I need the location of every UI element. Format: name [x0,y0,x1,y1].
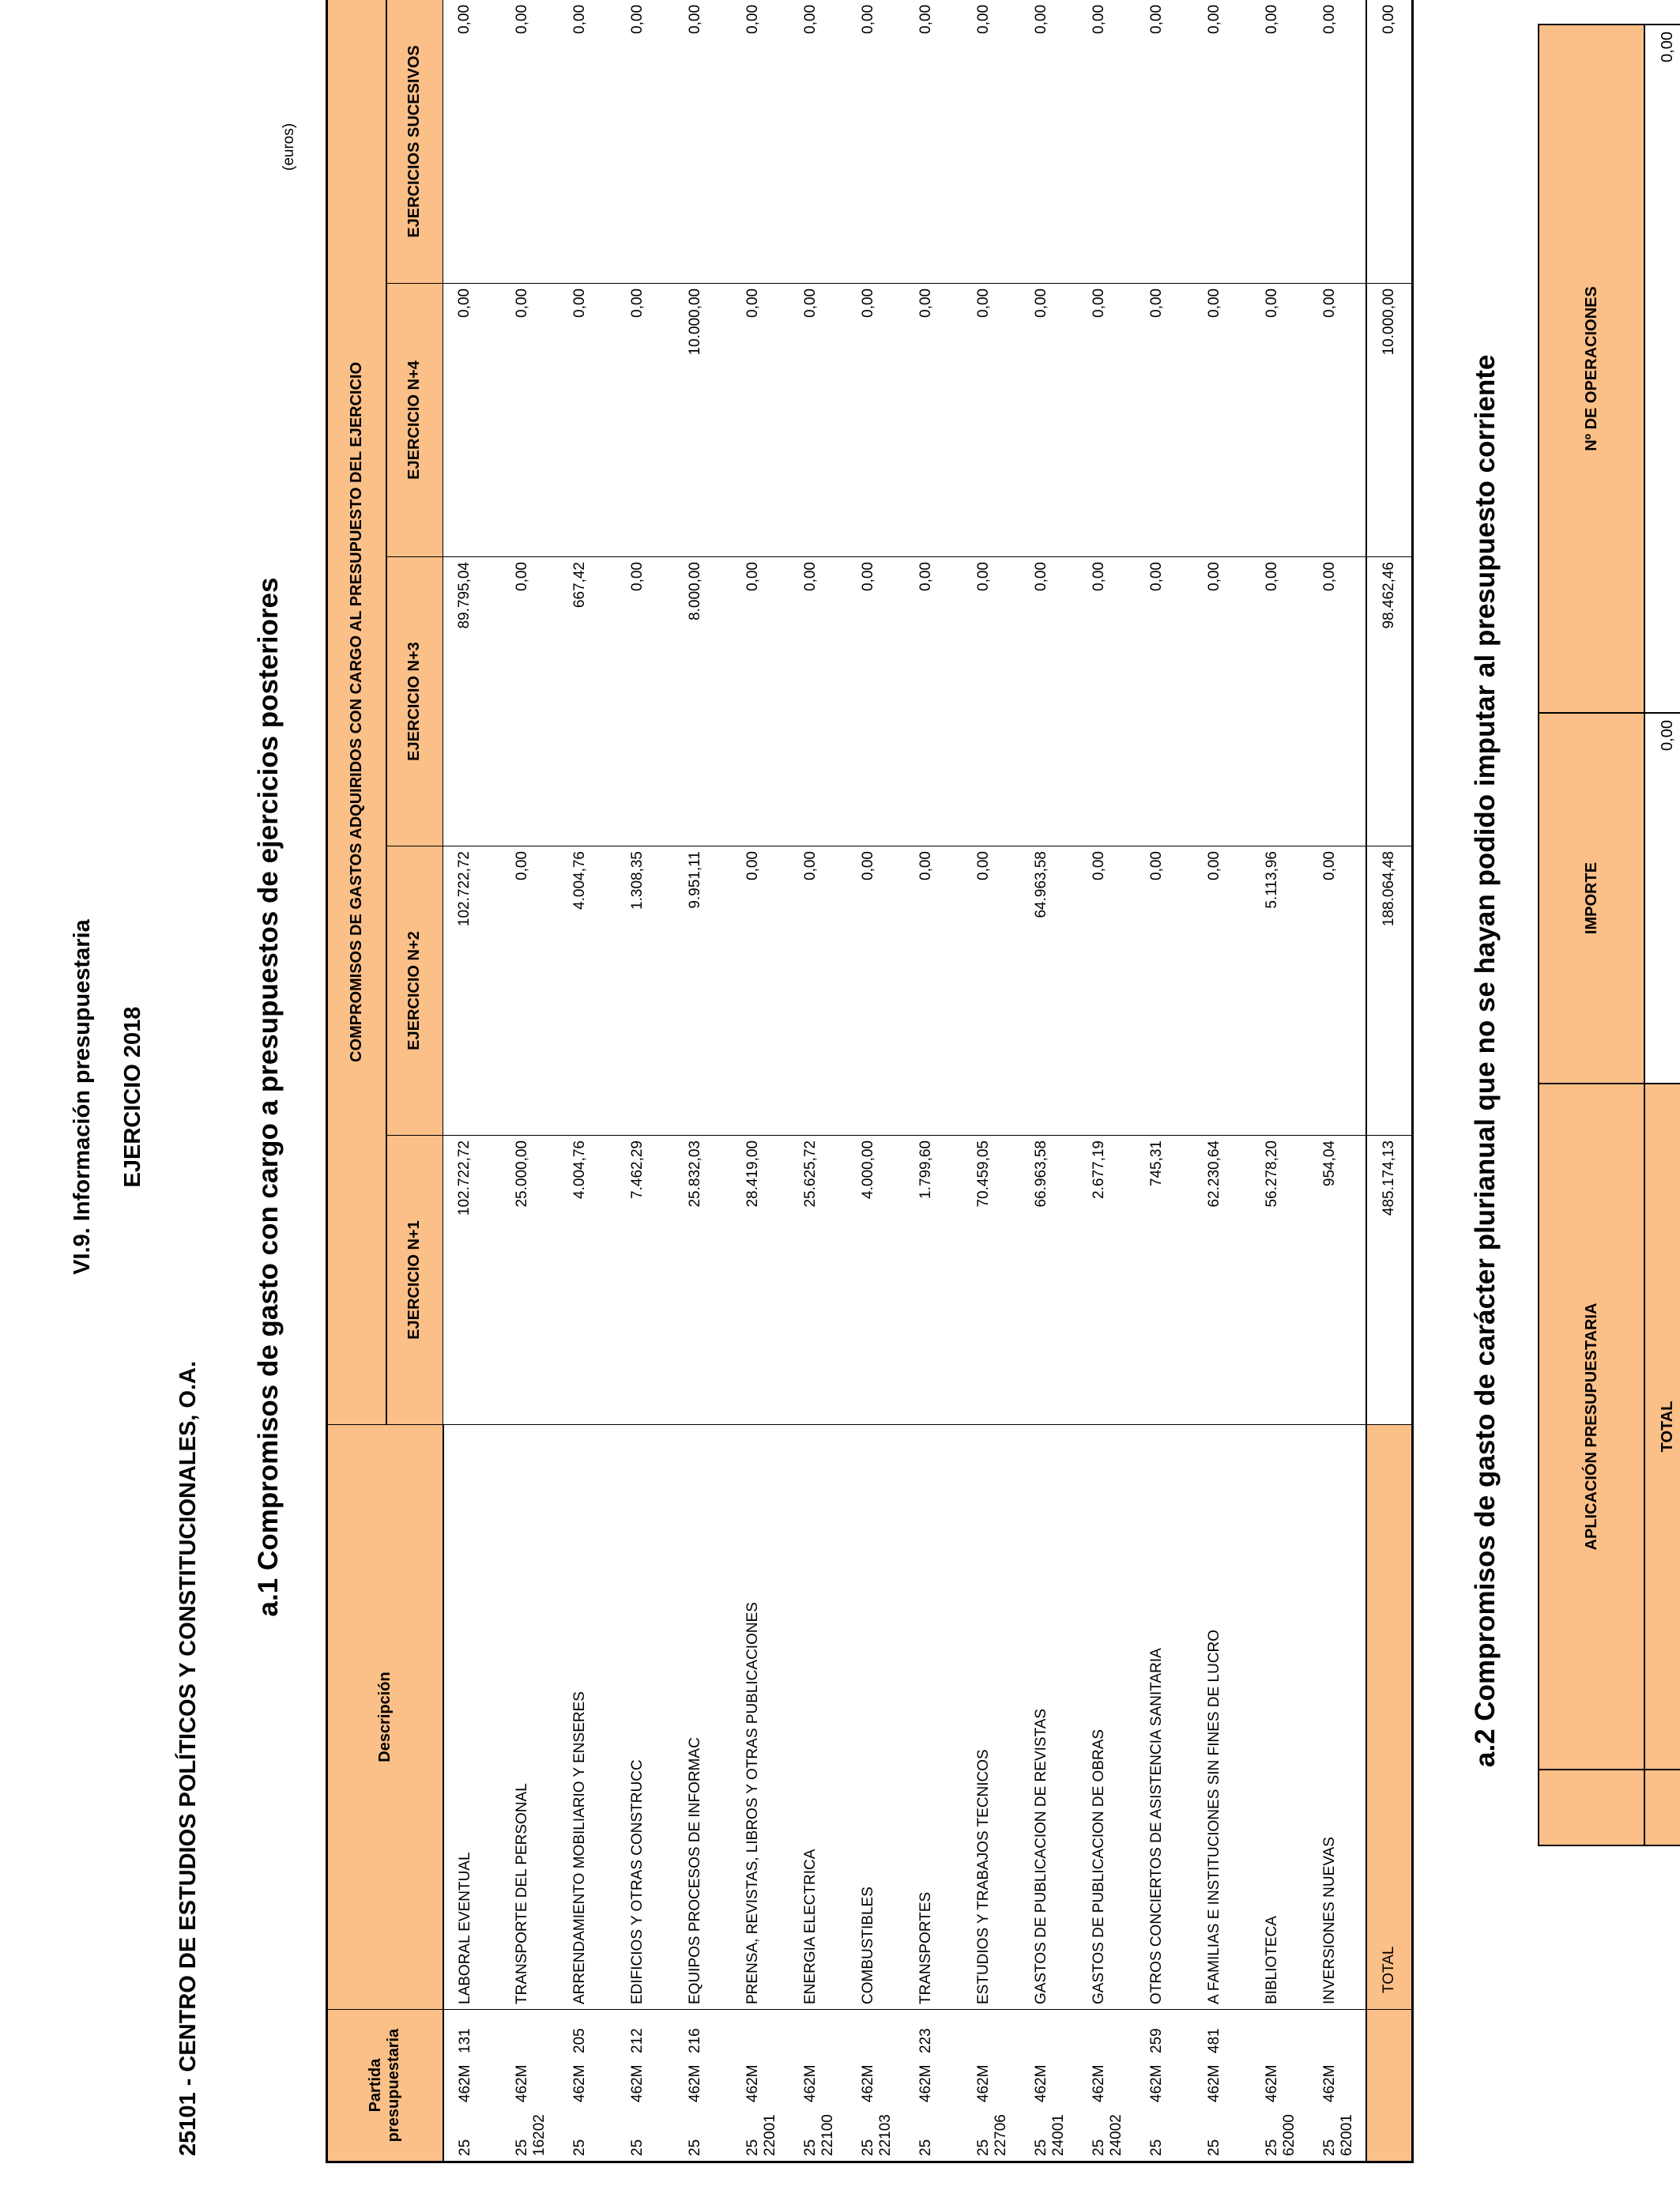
sucesivos-cell: 0,00 [1136,0,1193,284]
n3-cell: 0,00 [1309,557,1366,846]
report-year: EJERCICIO 2018 [120,1006,145,1188]
partida-cell [847,2010,905,2162]
programa: 462M [917,2064,934,2102]
subconcepto: 22100 [819,2114,836,2156]
descripcion-cell: COMBUSTIBLES [847,1425,905,2010]
table-row [1078,0,1136,2162]
col-sucesivos: EJERCICIOS SUCESIVOS [386,0,443,284]
programa: 462M [513,2064,530,2102]
programa: 462M [801,2064,819,2102]
total-n4: 10.000,00 [1366,284,1413,557]
subconcepto: 22706 [992,2114,1009,2156]
sucesivos-cell: 0,00 [559,0,616,284]
a2-total-operaciones: 0,00 [1644,25,1680,713]
programa: 462M [1090,2064,1107,2102]
table-row [847,0,905,2162]
subconcepto: 22001 [761,2114,778,2156]
organica: 25 [571,2139,588,2156]
organica: 25 [1090,2139,1107,2156]
sucesivos-cell: 0,00 [1020,0,1078,284]
sucesivos-cell: 0,00 [1078,0,1136,284]
table-row [1309,0,1366,2162]
n2-cell: 0,00 [1193,846,1251,1136]
n4-cell: 0,00 [1020,284,1078,557]
n3-cell: 0,00 [1020,557,1078,846]
n2-cell: 0,00 [1309,846,1366,1136]
partida-cell [1020,2010,1078,2162]
total-label: TOTAL [1366,1425,1413,2010]
descripcion-cell: ESTUDIOS Y TRABAJOS TECNICOS [962,1425,1020,2010]
organica: 25 [1032,2139,1049,2156]
n1-cell: 7.462,29 [616,1136,674,1425]
subconcepto: 22103 [876,2114,894,2156]
n2-cell: 102.722,72 [443,846,501,1136]
n1-cell: 66.963,58 [1020,1136,1078,1425]
sucesivos-cell: 0,00 [1193,0,1251,284]
n4-cell: 0,00 [443,284,501,557]
a2-blank-header [1539,1770,1644,1845]
sucesivos-cell: 0,00 [789,0,847,284]
total-n3: 98.462,46 [1366,557,1413,846]
n3-cell: 0,00 [962,557,1020,846]
n1-cell: 4.000,00 [847,1136,905,1425]
n2-cell: 0,00 [732,846,789,1136]
organica: 25 [513,2139,530,2156]
section-a1-title: a.1 Compromisos de gasto con cargo a presupuestos de ejercicios posteriores [253,577,284,1617]
table-row [732,0,789,2162]
n3-cell: 8.000,00 [674,557,732,846]
descripcion-cell: EQUIPOS PROCESOS DE INFORMAC [674,1425,732,2010]
n3-cell: 0,00 [1136,557,1193,846]
n4-cell: 10.000,00 [674,284,732,557]
units-label: (euros) [281,123,297,171]
descripcion-cell: ENERGIA ELECTRICA [789,1425,847,2010]
partida-cell [962,2010,1020,2162]
a2-total-label: TOTAL [1644,1084,1680,1770]
n3-cell: 0,00 [1251,557,1309,846]
n1-cell: 2.677,19 [1078,1136,1136,1425]
n2-cell: 0,00 [1078,846,1136,1136]
n3-cell: 0,00 [789,557,847,846]
table-row [559,0,616,2162]
sucesivos-cell: 0,00 [501,0,559,284]
sucesivos-cell: 0,00 [732,0,789,284]
sucesivos-cell: 0,00 [674,0,732,284]
descripcion-cell: BIBLIOTECA [1251,1425,1309,2010]
table-row [443,0,501,2162]
n2-cell: 5.113,96 [1251,846,1309,1136]
subconcepto: 16202 [530,2114,548,2156]
report-title: VI.9. Información presupuestaria [70,919,95,1275]
n4-cell: 0,00 [1193,284,1251,557]
n2-cell: 64.963,58 [1020,846,1078,1136]
organica: 25 [744,2139,761,2156]
table-row [789,0,847,2162]
col-n3: EJERCICIO N+3 [386,557,443,846]
organica: 25 [974,2139,992,2156]
table-row [501,0,559,2162]
organica: 25 [859,2139,876,2156]
partida-cell [501,2010,559,2162]
partida-cell [1309,2010,1366,2162]
organica: 25 [456,2139,473,2156]
descripcion-cell: INVERSIONES NUEVAS [1309,1425,1366,2010]
n3-cell: 0,00 [616,557,674,846]
total-blank [1366,2010,1413,2162]
a2-total-importe: 0,00 [1644,713,1680,1084]
programa: 462M [1263,2064,1280,2102]
n1-cell: 70.459,05 [962,1136,1020,1425]
n4-cell: 0,00 [1078,284,1136,557]
n2-cell: 9.951,11 [674,846,732,1136]
n1-cell: 1.799,60 [905,1136,962,1425]
n3-cell: 0,00 [905,557,962,846]
subconcepto: 223 [917,2028,934,2053]
table-row [962,0,1020,2162]
n2-cell: 0,00 [1136,846,1193,1136]
sucesivos-cell: 0,00 [962,0,1020,284]
table-row [674,0,732,2162]
subconcepto: 216 [686,2028,703,2053]
n4-cell: 0,00 [847,284,905,557]
subconcepto: 259 [1147,2028,1165,2053]
a2-total-blank [1644,1770,1680,1845]
partida-cell [674,2010,732,2162]
n1-cell: 28.419,00 [732,1136,789,1425]
programa: 462M [1032,2064,1049,2102]
n2-cell: 0,00 [847,846,905,1136]
programa: 462M [1205,2064,1222,2102]
sucesivos-cell: 0,00 [616,0,674,284]
col-partida: Partida presupuestaria [327,2010,443,2162]
n1-cell: 745,31 [1136,1136,1193,1425]
organica: 25 [628,2139,646,2156]
entity-title: 25101 - CENTRO DE ESTUDIOS POLÍTICOS Y CONSTITUCIONALES, O.A. [175,1360,201,2156]
col-descripcion: Descripción [327,1425,443,2010]
n2-cell: 0,00 [905,846,962,1136]
sucesivos-cell: 0,00 [847,0,905,284]
partida-cell [732,2010,789,2162]
table-row [905,0,962,2162]
group-header: COMPROMISOS DE GASTOS ADQUIRIDOS CON CARGO AL PRESUPUESTO DEL EJERCICIO [327,0,386,1425]
n3-cell: 0,00 [1193,557,1251,846]
plurianual-table [1538,24,1680,1846]
col-importe: IMPORTE [1539,713,1644,1084]
total-n1: 485.174,13 [1366,1136,1413,1425]
organica: 25 [801,2139,819,2156]
n4-cell: 0,00 [732,284,789,557]
n4-cell: 0,00 [1251,284,1309,557]
n2-cell: 4.004,76 [559,846,616,1136]
descripcion-cell: ARRENDAMIENTO MOBILIARIO Y ENSERES [559,1425,616,2010]
subconcepto: 212 [628,2028,646,2053]
table-row [1193,0,1251,2162]
sucesivos-cell: 0,00 [1309,0,1366,284]
partida-cell [559,2010,616,2162]
n1-cell: 4.004,76 [559,1136,616,1425]
organica: 25 [686,2139,703,2156]
n4-cell: 0,00 [789,284,847,557]
n4-cell: 0,00 [559,284,616,557]
descripcion-cell: TRANSPORTES [905,1425,962,2010]
n1-cell: 25.832,03 [674,1136,732,1425]
table-row [616,0,674,2162]
n3-cell: 0,00 [1078,557,1136,846]
programa: 462M [456,2064,473,2102]
programa: 462M [1147,2064,1165,2102]
programa: 462M [686,2064,703,2102]
col-aplicacion: APLICACIÓN PRESUPUESTARIA [1539,1084,1644,1770]
programa: 462M [1320,2064,1338,2102]
section-a2-title: a.2 Compromisos de gasto de carácter plurianual que no se hayan podido imputar al presupuesto corriente [1470,354,1501,1767]
n2-cell: 0,00 [789,846,847,1136]
organica: 25 [1205,2139,1222,2156]
programa: 462M [628,2064,646,2102]
n1-cell: 62.230,64 [1193,1136,1251,1425]
table-row [1136,0,1193,2162]
table-row [1020,0,1078,2162]
partida-cell [905,2010,962,2162]
n4-cell: 0,00 [616,284,674,557]
n3-cell: 667,42 [559,557,616,846]
n1-cell: 56.278,20 [1251,1136,1309,1425]
table-row [1251,0,1309,2162]
n2-cell: 0,00 [962,846,1020,1136]
partida-cell [789,2010,847,2162]
descripcion-cell: OTROS CONCIERTOS DE ASISTENCIA SANITARIA [1136,1425,1193,2010]
col-n2: EJERCICIO N+2 [386,846,443,1136]
commitments-rows [443,0,1366,2162]
partida-cell [1193,2010,1251,2162]
n2-cell: 0,00 [501,846,559,1136]
organica: 25 [917,2139,934,2156]
subconcepto: 131 [456,2028,473,2053]
organica: 25 [1147,2139,1165,2156]
subconcepto: 62001 [1338,2114,1355,2156]
descripcion-cell: PRENSA, REVISTAS, LIBROS Y OTRAS PUBLICACIONES [732,1425,789,2010]
descripcion-cell: GASTOS DE PUBLICACION DE OBRAS [1078,1425,1136,2010]
total-n2: 188.064,48 [1366,846,1413,1136]
n4-cell: 0,00 [905,284,962,557]
col-n1: EJERCICIO N+1 [386,1136,443,1425]
programa: 462M [974,2064,992,2102]
partida-cell [1251,2010,1309,2162]
organica: 25 [1263,2139,1280,2156]
partida-cell [616,2010,674,2162]
n1-cell: 25.625,72 [789,1136,847,1425]
partida-cell [1078,2010,1136,2162]
programa: 462M [744,2064,761,2102]
descripcion-cell: LABORAL EVENTUAL [443,1425,501,2010]
n4-cell: 0,00 [1309,284,1366,557]
n3-cell: 0,00 [847,557,905,846]
subconcepto: 481 [1205,2028,1222,2053]
descripcion-cell: A FAMILIAS E INSTITUCIONES SIN FINES DE LUCRO [1193,1425,1251,2010]
col-operaciones: Nº DE OPERACIONES [1539,25,1644,713]
descripcion-cell: TRANSPORTE DEL PERSONAL [501,1425,559,2010]
n4-cell: 0,00 [962,284,1020,557]
n3-cell: 0,00 [501,557,559,846]
subconcepto: 205 [571,2028,588,2053]
programa: 462M [571,2064,588,2102]
n2-cell: 1.308,35 [616,846,674,1136]
sucesivos-cell: 0,00 [1251,0,1309,284]
n1-cell: 102.722,72 [443,1136,501,1425]
col-n4: EJERCICIO N+4 [386,284,443,557]
descripcion-cell: GASTOS DE PUBLICACION DE REVISTAS [1020,1425,1078,2010]
n1-cell: 25.000,00 [501,1136,559,1425]
n4-cell: 0,00 [1136,284,1193,557]
n1-cell: 954,04 [1309,1136,1366,1425]
n3-cell: 0,00 [732,557,789,846]
descripcion-cell: EDIFICIOS Y OTRAS CONSTRUCC [616,1425,674,2010]
sucesivos-cell: 0,00 [443,0,501,284]
n4-cell: 0,00 [501,284,559,557]
n3-cell: 89.795,04 [443,557,501,846]
sucesivos-cell: 0,00 [905,0,962,284]
partida-cell [1136,2010,1193,2162]
partida-cell [443,2010,501,2162]
subconcepto: 24002 [1107,2114,1124,2156]
programa: 462M [859,2064,876,2102]
subconcepto: 62000 [1280,2114,1298,2156]
organica: 25 [1320,2139,1338,2156]
total-sucesivos: 0,00 [1366,0,1413,284]
commitments-table [326,0,1414,2163]
subconcepto: 24001 [1049,2114,1067,2156]
